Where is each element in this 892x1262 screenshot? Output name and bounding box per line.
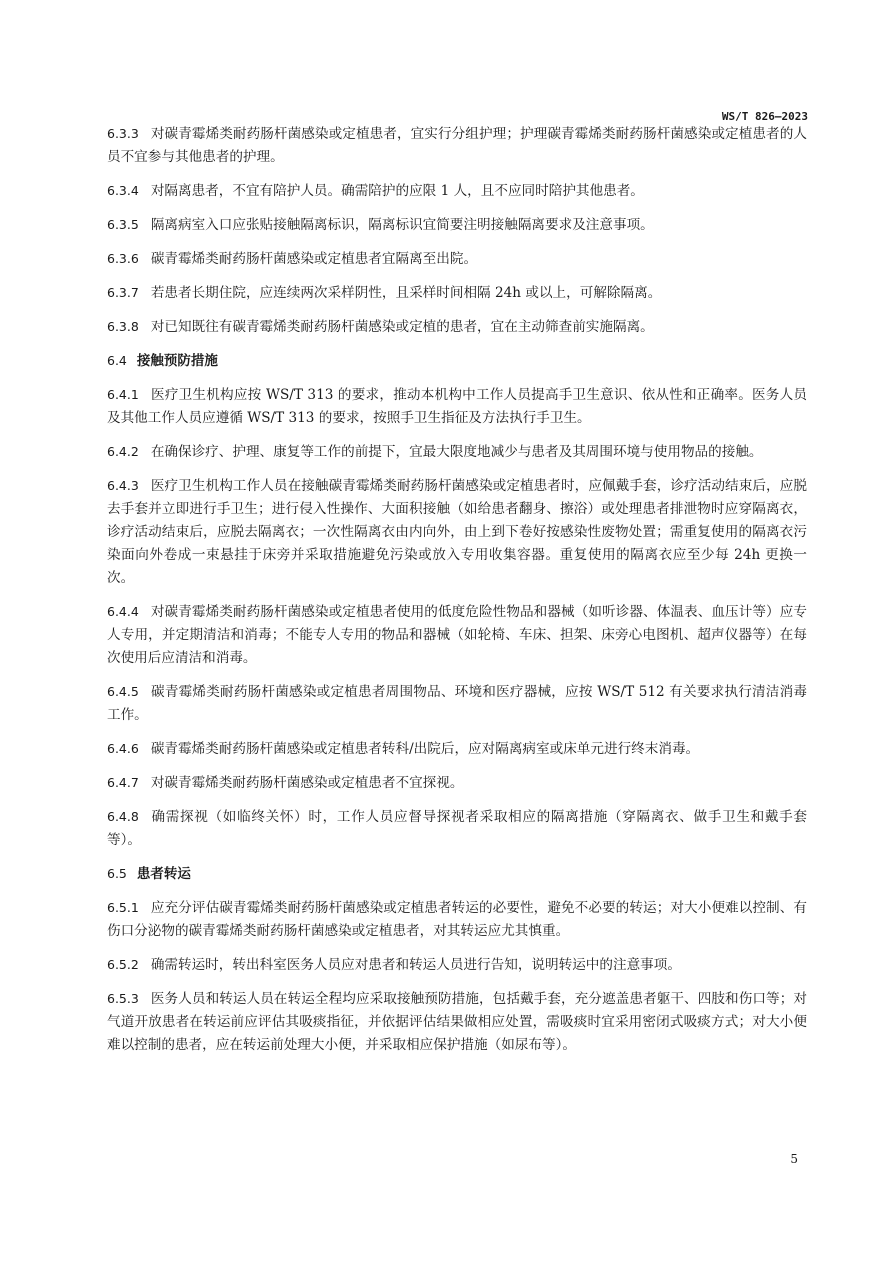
clause-number: 6.3.5 <box>107 217 139 232</box>
clause-6-3-4 <box>107 179 807 203</box>
clause-number: 6.4.4 <box>107 604 139 619</box>
section-number: 6.4 <box>107 353 127 368</box>
clause-6-3-5 <box>107 213 807 237</box>
clause-text: 若患者长期住院，应连续两次采样阴性，且采样时间相隔 24h 或以上，可解除隔离。 <box>150 285 662 301</box>
clause-number: 6.4.7 <box>107 775 139 790</box>
clause-6-4-4 <box>107 600 807 670</box>
clause-number: 6.5.1 <box>107 900 139 915</box>
clause-number: 6.3.7 <box>107 285 139 300</box>
clause-text: 确需探视（如临终关怀）时，工作人员应督导探视者采取相应的隔离措施（穿隔离衣、做手卫生和戴手套等）。 <box>107 809 807 848</box>
clause-text: 对碳青霉烯类耐药肠杆菌感染或定植患者不宜探视。 <box>150 775 464 791</box>
clause-text: 在确保诊疗、护理、康复等工作的前提下，宜最大限度地减少与患者及其周围环境与使用物品的接触。 <box>150 444 763 460</box>
clause-6-5-2 <box>107 953 807 977</box>
clause-6-3-7 <box>107 281 807 305</box>
clause-number: 6.4.3 <box>107 478 139 493</box>
clause-6-5-3 <box>107 987 807 1057</box>
clause-6-4-3 <box>107 474 807 590</box>
clause-6-3-6 <box>107 247 807 271</box>
clause-number: 6.4.5 <box>107 684 139 699</box>
page-number: 5 <box>790 1152 798 1166</box>
clause-number: 6.3.3 <box>107 126 139 141</box>
section-title: 患者转运 <box>136 866 191 882</box>
clause-6-4-5 <box>107 680 807 727</box>
clause-number: 6.4.1 <box>107 387 139 402</box>
clause-number: 6.3.4 <box>107 183 139 198</box>
clause-text: 医务人员和转运人员在转运全程均应采取接触预防措施，包括戴手套，充分遮盖患者躯干、四肢和伤口等；对气道开放患者在转运前应评估其吸痰指征，并依据评估结果做相应处置，需吸痰时宜采用密闭式吸痰方式；对大小便难以控制的患者，应在转运前处理大小便，并采取相应保护措施（如尿布等）。 <box>107 991 807 1053</box>
clause-number: 6.5.3 <box>107 991 139 1006</box>
clause-number: 6.4.8 <box>107 809 139 824</box>
clause-6-4-8 <box>107 805 807 852</box>
clause-text: 对碳青霉烯类耐药肠杆菌感染或定植患者，宜实行分组护理；护理碳青霉烯类耐药肠杆菌感染或定植患者的人员不宜参与其他患者的护理。 <box>107 126 807 165</box>
clause-text: 医疗卫生机构工作人员在接触碳青霉烯类耐药肠杆菌感染或定植患者时，应佩戴手套，诊疗活动结束后，应脱去手套并立即进行手卫生；进行侵入性操作、大面积接触（如给患者翻身、擦浴）或处理患者排泄物时应穿隔离衣，诊疗活动结束后，应脱去隔离衣；一次性隔离衣由内向外，由上到下卷好按感染性废物处置；需重复使用的隔离衣污染面向外卷成一束悬挂于床旁并采取措施避免污染或放入专用收集容器。重复使用的隔离衣应至少每 24h 更换一次。 <box>107 478 807 586</box>
section-number: 6.5 <box>107 866 127 881</box>
clause-text: 碳青霉烯类耐药肠杆菌感染或定植患者宜隔离至出院。 <box>150 251 478 267</box>
clause-6-5-1 <box>107 896 807 943</box>
clause-text: 碳青霉烯类耐药肠杆菌感染或定植患者周围物品、环境和医疗器械，应按 WS/T 512 有关要求执行清洁消毒工作。 <box>107 684 807 723</box>
clause-text: 对已知既往有碳青霉烯类耐药肠杆菌感染或定植的患者，宜在主动筛查前实施隔离。 <box>150 319 654 335</box>
document-body <box>107 122 807 1067</box>
clause-text: 确需转运时，转出科室医务人员应对患者和转运人员进行告知，说明转运中的注意事项。 <box>150 957 681 973</box>
clause-text: 碳青霉烯类耐药肠杆菌感染或定植患者转科/出院后，应对隔离病室或床单元进行终末消毒。 <box>150 741 700 757</box>
standard-code: WS/T 826—2023 <box>721 110 808 123</box>
clause-text: 对隔离患者，不宜有陪护人员。确需陪护的应限 1 人，且不应同时陪护其他患者。 <box>150 183 644 199</box>
clause-text: 对碳青霉烯类耐药肠杆菌感染或定植患者使用的低度危险性物品和器械（如听诊器、体温表、血压计等）应专人专用，并定期清洁和消毒；不能专人专用的物品和器械（如轮椅、车床、担架、床旁心电图机、超声仪器等）在每次使用后应清洁和消毒。 <box>107 604 807 666</box>
clause-number: 6.3.8 <box>107 319 139 334</box>
clause-number: 6.3.6 <box>107 251 139 266</box>
clause-number: 6.4.2 <box>107 444 139 459</box>
clause-number: 6.4.6 <box>107 741 139 756</box>
clause-6-3-3 <box>107 122 807 169</box>
clause-text: 医疗卫生机构应按 WS/T 313 的要求，推动本机构中工作人员提高手卫生意识、依从性和正确率。医务人员及其他工作人员应遵循 WS/T 313 的要求，按照手卫生指征及方法执行手卫生。 <box>107 387 807 426</box>
clause-text: 应充分评估碳青霉烯类耐药肠杆菌感染或定植患者转运的必要性，避免不必要的转运；对大小便难以控制、有伤口分泌物的碳青霉烯类耐药肠杆菌感染或定植患者，对其转运应尤其慎重。 <box>107 900 807 939</box>
clause-6-4-7 <box>107 771 807 795</box>
clause-number: 6.5.2 <box>107 957 139 972</box>
clause-6-4-6 <box>107 737 807 761</box>
clause-text: 隔离病室入口应张贴接触隔离标识，隔离标识宜简要注明接触隔离要求及注意事项。 <box>150 217 654 233</box>
section-title: 接触预防措施 <box>136 353 218 369</box>
clause-6-3-8 <box>107 315 807 339</box>
section-heading-6-5 <box>107 862 807 886</box>
clause-6-4-1 <box>107 383 807 430</box>
section-heading-6-4 <box>107 349 807 373</box>
clause-6-4-2 <box>107 440 807 464</box>
